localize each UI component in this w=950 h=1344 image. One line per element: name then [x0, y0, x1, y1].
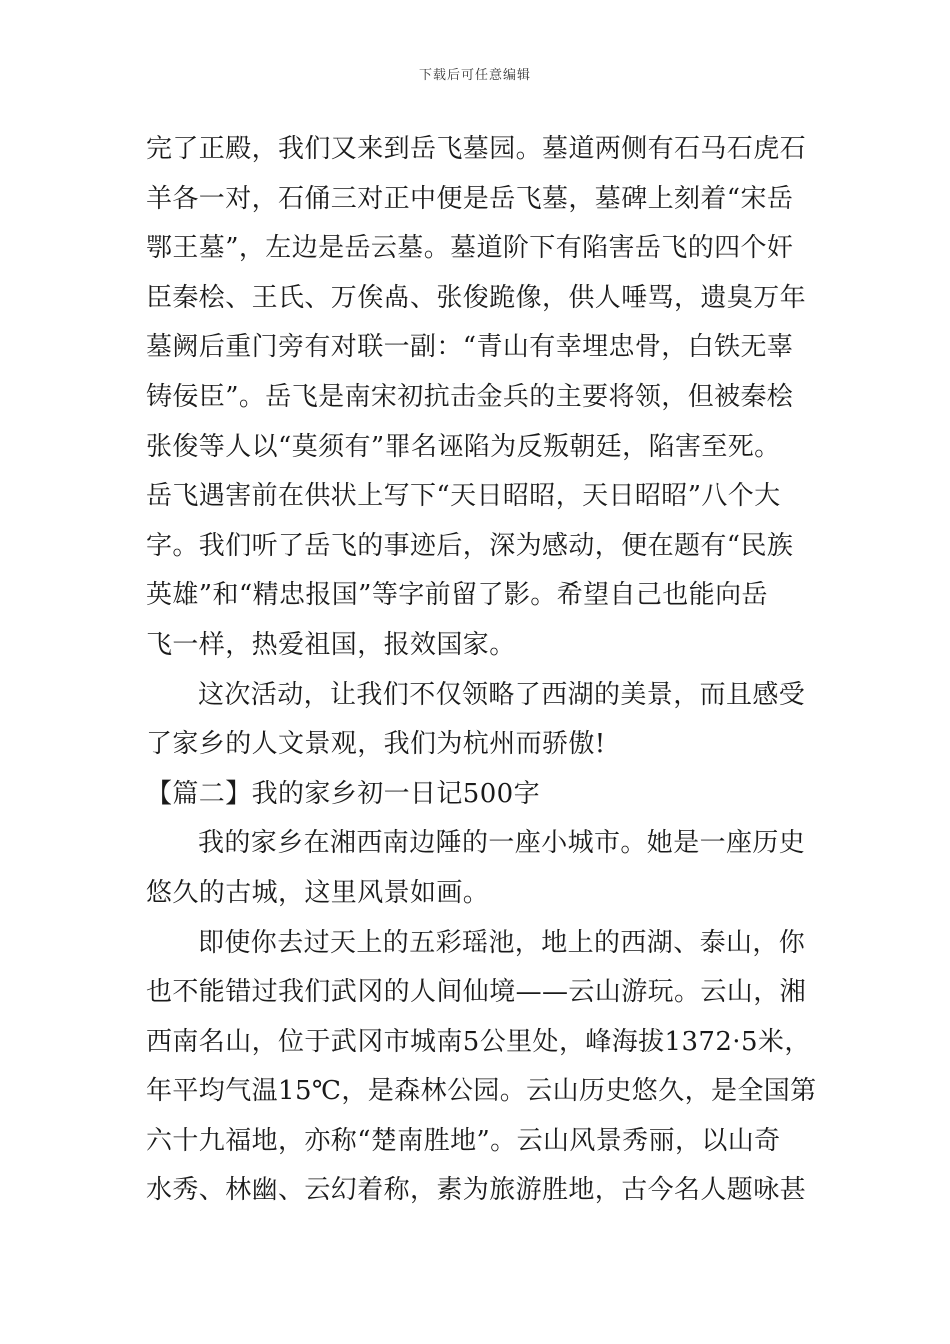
text-line: 墓阙后重门旁有对联一副：“青山有幸埋忠骨，白铁无辜: [146, 332, 794, 363]
text-line: 英雄”和“精忠报国”等字前留了影。希望自己也能向岳: [146, 580, 768, 611]
paragraph-yuefei-tomb: [146, 125, 806, 671]
text-line: 鄂王墓”，左边是岳云墓。墓道阶下有陷害岳飞的四个奸: [146, 233, 794, 264]
text-line: 羊各一对，石俑三对正中便是岳飞墓，墓碑上刻着“宋岳: [146, 183, 794, 214]
text-line: 水秀、林幽、云幻着称，素为旅游胜地，古今名人题咏甚: [146, 1175, 807, 1206]
document-body: [146, 125, 817, 1216]
text-line: 完了正殿，我们又来到岳飞墓园。墓道两侧有石马石虎石: [146, 134, 807, 164]
text-line: 字。我们听了岳飞的事迹后，深为感动，便在题有“民族: [146, 530, 794, 561]
text-line: 岳飞遇害前在供状上写下“天日昭昭，天日昭昭”八个大: [146, 481, 781, 512]
text-line: 即使你去过天上的五彩瑶池，地上的西湖、泰山，你: [198, 927, 806, 958]
text-line: 这次活动，让我们不仅领略了西湖的美景，而且感受: [198, 679, 806, 710]
text-line: 六十九福地，亦称“楚南胜地”。云山风景秀丽，以山奇: [146, 1125, 781, 1156]
page-header: 下载后可任意编辑: [418, 68, 531, 83]
text-line: 我的家乡在湘西南边陲的一座小城市。她是一座历史: [198, 828, 806, 859]
paragraph-hometown-intro: [146, 819, 806, 918]
text-line: 也不能错过我们武冈的人间仙境——云山游玩。云山，湘: [146, 977, 807, 1008]
text-line: 张俊等人以“莫须有”罪名诬陷为反叛朝廷，陷害至死。: [146, 431, 781, 462]
section-heading: 【篇二】我的家乡初一日记500字: [146, 778, 541, 809]
text-line: 西南名山，位于武冈市城南5公里处，峰海拔1372·5米，: [146, 1026, 811, 1057]
text-line: 年平均气温15℃，是森林公园。云山历史悠久，是全国第: [146, 1076, 817, 1107]
text-line: 臣秦桧、王氏、万俟卨、张俊跪像，供人唾骂，遗臭万年: [146, 282, 807, 313]
text-line: 了家乡的人文景观，我们为杭州而骄傲!: [146, 729, 606, 760]
text-line: 铸佞臣”。岳飞是南宋初抗击金兵的主要将领，但被秦桧: [146, 381, 794, 412]
paragraph-yunshan: [146, 919, 817, 1217]
text-line: 飞一样，热爱祖国，报效国家。: [146, 629, 516, 660]
text-line: 悠久的古城，这里风景如画。: [146, 877, 490, 908]
paragraph-conclusion: [146, 671, 806, 770]
